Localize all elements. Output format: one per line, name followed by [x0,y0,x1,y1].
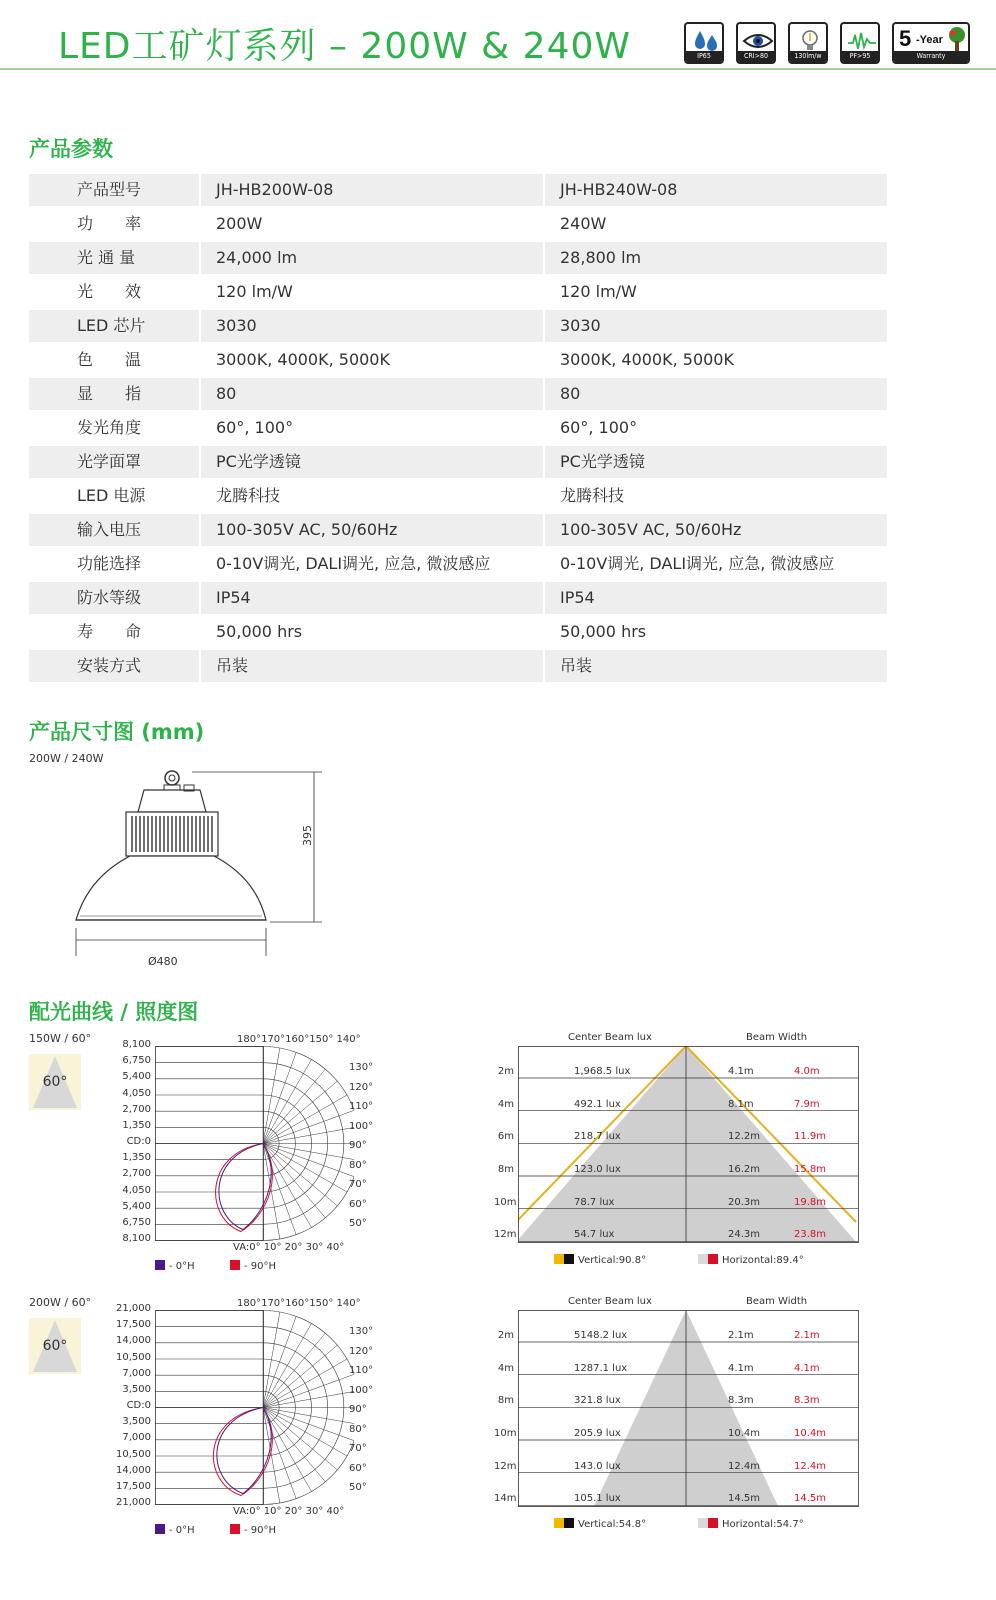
spec-table [29,174,887,684]
spec-value-240w: 80 [545,378,887,410]
scale-tick: CD:0 [126,1400,151,1411]
diameter-dimension: Ø480 [148,955,178,968]
center-lux-value: 78.7 lux [574,1196,615,1208]
badge-caption: CRI>80 [738,51,774,62]
scale-tick: 2,700 [122,1168,151,1180]
polar-right-angle: 70° [349,1443,367,1454]
beam-width-horizontal: 15.8m [794,1164,827,1175]
badge-caption: Warranty [894,51,968,62]
legend-label: - 90°H [244,1261,277,1272]
polar-right-angle: 60° [349,1462,367,1474]
spec-label: 发光角度 [29,412,199,444]
dimensions-heading: 产品尺寸图 (mm) [29,720,205,744]
spec-value-200w: 3030 [201,310,543,342]
spec-row [29,344,887,376]
legend-swatch [230,1524,240,1534]
spec-label: 光 效 [29,276,199,308]
polar-right-angle: 50° [349,1482,367,1493]
mounting-height: 10m [494,1428,517,1439]
scale-tick: 17,500 [116,1480,151,1492]
polar-bottom-angles: VA:0° 10° 20° 30° 40° [233,1242,345,1253]
spec-row [29,310,887,342]
spec-value-240w: 28,800 lm [545,242,887,274]
polar-right-angle: 110° [349,1365,374,1376]
polar-candela-chart [155,1046,354,1244]
spec-value-200w: JH-HB200W-08 [201,174,543,206]
legend-label: - 0°H [169,1261,195,1272]
lamp-dimension-drawing [60,760,340,960]
spec-value-200w: 200W [201,208,543,240]
horizontal-angle-text: Horizontal:89.4° [722,1255,804,1266]
vertical-swatch [554,1254,574,1264]
spec-value-240w: 60°, 100° [545,412,887,444]
scale-tick: 21,000 [116,1303,151,1314]
horizontal-angle-legend [698,1254,804,1266]
scale-tick: 17,500 [116,1319,151,1331]
scale-tick: 21,000 [116,1497,151,1508]
horizontal-angle-text: Horizontal:54.7° [722,1519,804,1530]
spec-value-200w: 80 [201,378,543,410]
dimension-model-label: 200W / 240W [29,752,104,765]
badge-caption: IP65 [686,51,722,62]
spec-label: 显 指 [29,378,199,410]
beam-width-horizontal: 7.9m [794,1098,820,1110]
ip65-badge [684,22,724,64]
legend-label: - 0°H [169,1525,195,1536]
spec-value-200w: IP54 [201,582,543,614]
horizontal-swatch [698,1254,718,1264]
scale-tick: 8,100 [122,1233,151,1244]
beam-width-horizontal: 14.5m [794,1493,827,1505]
beam-width-horizontal: 4.0m [794,1066,820,1077]
beam-angle-value: 60° [42,1338,68,1354]
scale-tick: 4,050 [122,1087,151,1099]
spec-value-240w: PC光学透镜 [545,446,887,478]
warranty-years: 5 [899,26,912,51]
polar-right-angle: 100° [349,1384,374,1396]
polar-right-angle: 80° [349,1423,367,1435]
center-lux-value: 54.7 lux [574,1229,615,1241]
mounting-height: 2m [497,1066,514,1077]
legend-item [230,1260,276,1272]
spec-row [29,242,887,274]
beam-width-vertical: 4.1m [728,1362,754,1374]
spec-value-200w: 120 lm/W [201,276,543,308]
beam-width-vertical: 2.1m [728,1330,754,1341]
center-lux-value: 492.1 lux [574,1098,621,1110]
chart-label: 200W / 60° [29,1296,92,1309]
vertical-swatch [554,1518,574,1528]
beam-width-horizontal: 23.8m [794,1229,827,1241]
warranty-badge [892,22,970,64]
mounting-height: 12m [494,1460,517,1472]
spec-row [29,378,887,410]
beam-angle-value: 60° [42,1074,68,1090]
beam-width-header: Beam Width [746,1032,808,1043]
spec-row [29,208,887,240]
spec-label: 光 通 量 [29,242,199,274]
beam-width-horizontal: 11.9m [794,1131,827,1143]
center-lux-value: 205.9 lux [574,1428,621,1439]
spec-value-240w: 0-10V调光, DALI调光, 应急, 微波感应 [545,548,887,580]
scale-tick: 6,750 [122,1055,151,1067]
spec-label: 产品型号 [29,174,199,206]
spec-label: 防水等级 [29,582,199,614]
beam-width-horizontal: 12.4m [794,1460,827,1472]
spec-row [29,412,887,444]
spec-value-200w: PC光学透镜 [201,446,543,478]
polar-bottom-angles: VA:0° 10° 20° 30° 40° [233,1506,345,1517]
cri-badge [736,22,776,64]
scale-tick: 6,750 [122,1216,151,1228]
polar-right-angle: 100° [349,1120,374,1132]
spec-value-200w: 50,000 hrs [201,616,543,648]
efficacy-badge [788,22,828,64]
center-lux-value: 123.0 lux [574,1164,621,1175]
vertical-angle-legend [554,1254,646,1266]
scale-tick: 5,400 [122,1200,151,1212]
spec-value-240w: 3030 [545,310,887,342]
polar-right-angle: 80° [349,1159,367,1171]
mounting-height: 14m [494,1493,517,1505]
scale-tick: 10,500 [116,1448,151,1460]
horizontal-angle-legend [698,1518,804,1530]
scale-tick: 14,000 [116,1464,151,1476]
mounting-height: 2m [497,1330,514,1341]
polar-right-angle: 120° [349,1081,374,1093]
scale-tick: 2,700 [122,1103,151,1115]
spec-value-200w: 24,000 lm [201,242,543,274]
vertical-angle-text: Vertical:54.8° [578,1519,647,1530]
spec-value-240w: JH-HB240W-08 [545,174,887,206]
page-title: LED工矿灯系列 – 200W & 240W [58,26,631,67]
center-lux-value: 1,968.5 lux [574,1066,631,1077]
spec-value-240w: 120 lm/W [545,276,887,308]
polar-top-angles: 180°170°160°150° 140° [237,1298,361,1309]
beam-width-vertical: 8.3m [728,1395,754,1407]
beam-width-horizontal: 2.1m [794,1330,820,1341]
beam-width-vertical: 12.2m [728,1131,761,1143]
polar-right-angle: 120° [349,1345,374,1357]
legend-swatch [230,1260,240,1270]
spec-row [29,650,887,682]
spec-value-240w: 龙腾科技 [545,480,887,512]
mounting-height: 10m [494,1196,517,1208]
spec-row [29,174,887,206]
spec-label: LED 芯片 [29,310,199,342]
vertical-angle-text: Vertical:90.8° [578,1255,647,1266]
scale-tick: 7,000 [122,1367,151,1379]
badge-caption: PF>95 [842,51,878,62]
spec-label: LED 电源 [29,480,199,512]
scale-tick: 8,100 [122,1039,151,1050]
polar-right-angle: 110° [349,1101,374,1112]
beam-width-vertical: 24.3m [728,1229,761,1241]
polar-right-angle: 130° [349,1062,374,1073]
polar-candela-chart [155,1310,354,1508]
beam-width-vertical: 8.1m [728,1098,754,1110]
mounting-height: 8m [497,1164,514,1175]
scale-tick: 1,350 [122,1152,151,1164]
pf-badge [840,22,880,64]
spec-value-200w: 龙腾科技 [201,480,543,512]
beam-angle-icon [29,1054,81,1110]
tree-icon [944,26,970,54]
center-lux-value: 1287.1 lux [574,1362,628,1374]
scale-tick: CD:0 [126,1136,151,1147]
beam-angle-icon [29,1318,81,1374]
legend-label: - 90°H [244,1525,277,1536]
spec-value-240w: 240W [545,208,887,240]
polar-right-angle: 90° [349,1140,367,1151]
scale-tick: 5,400 [122,1071,151,1083]
spec-row [29,514,887,546]
spec-row [29,582,887,614]
center-beam-lux-header: Center Beam lux [568,1296,652,1307]
center-lux-value: 218.7 lux [574,1131,621,1143]
warranty-year-label: -Year [916,34,943,46]
scale-tick: 10,500 [116,1351,151,1363]
polar-right-angle: 70° [349,1179,367,1190]
legend-item [155,1524,195,1536]
center-lux-value: 105.1 lux [574,1493,621,1505]
legend-item [230,1524,276,1536]
beam-width-vertical: 20.3m [728,1196,761,1208]
spec-label: 寿 命 [29,616,199,648]
spec-value-240w: 100-305V AC, 50/60Hz [545,514,887,546]
center-lux-value: 5148.2 lux [574,1330,628,1341]
spec-value-200w: 60°, 100° [201,412,543,444]
beam-width-vertical: 4.1m [728,1066,754,1077]
polar-right-angle: 60° [349,1198,367,1210]
beam-width-horizontal: 8.3m [794,1395,820,1407]
spec-value-200w: 3000K, 4000K, 5000K [201,344,543,376]
legend-swatch [155,1524,165,1534]
spec-value-200w: 0-10V调光, DALI调光, 应急, 微波感应 [201,548,543,580]
beam-width-horizontal: 4.1m [794,1362,820,1374]
spec-label: 功能选择 [29,548,199,580]
mounting-height: 12m [494,1229,517,1241]
beam-width-horizontal: 19.8m [794,1196,827,1208]
scale-tick: 4,050 [122,1184,151,1196]
spec-label: 安装方式 [29,650,199,682]
legend-swatch [155,1260,165,1270]
mounting-height: 4m [497,1098,514,1110]
horizontal-swatch [698,1518,718,1528]
vertical-angle-legend [554,1518,646,1530]
spec-value-240w: 吊装 [545,650,887,682]
spec-row [29,616,887,648]
scale-tick: 7,000 [122,1432,151,1444]
legend-item [155,1260,195,1272]
beam-width-vertical: 12.4m [728,1460,761,1472]
mounting-height: 4m [497,1362,514,1374]
center-lux-value: 321.8 lux [574,1395,621,1407]
spec-label: 光学面罩 [29,446,199,478]
mounting-height: 8m [497,1395,514,1407]
photometry-heading: 配光曲线 / 照度图 [29,1000,199,1024]
mounting-height: 6m [497,1131,514,1143]
beam-width-vertical: 14.5m [728,1493,761,1505]
chart-label: 150W / 60° [29,1032,92,1045]
beam-width-header: Beam Width [746,1296,808,1307]
spec-row [29,446,887,478]
spec-row [29,276,887,308]
scale-tick: 3,500 [122,1416,151,1428]
spec-label: 输入电压 [29,514,199,546]
spec-row [29,480,887,512]
beam-width-horizontal: 10.4m [794,1428,827,1439]
beam-width-vertical: 16.2m [728,1164,761,1175]
badge-caption: 130lm/w [790,51,826,62]
spec-value-240w: 3000K, 4000K, 5000K [545,344,887,376]
scale-tick: 1,350 [122,1119,151,1131]
spec-value-240w: 50,000 hrs [545,616,887,648]
polar-right-angle: 90° [349,1404,367,1415]
scale-tick: 3,500 [122,1383,151,1395]
center-beam-lux-header: Center Beam lux [568,1032,652,1043]
spec-label: 功 率 [29,208,199,240]
beam-width-vertical: 10.4m [728,1428,761,1439]
polar-right-angle: 50° [349,1218,367,1229]
polar-top-angles: 180°170°160°150° 140° [237,1034,361,1045]
spec-row [29,548,887,580]
spec-value-240w: IP54 [545,582,887,614]
specs-heading: 产品参数 [29,137,113,161]
polar-right-angle: 130° [349,1326,374,1337]
page-header [0,0,996,72]
spec-value-200w: 吊装 [201,650,543,682]
scale-tick: 14,000 [116,1335,151,1347]
spec-label: 色 温 [29,344,199,376]
height-dimension: 395 [301,825,314,846]
header-divider [0,68,996,70]
spec-value-200w: 100-305V AC, 50/60Hz [201,514,543,546]
center-lux-value: 143.0 lux [574,1460,621,1472]
